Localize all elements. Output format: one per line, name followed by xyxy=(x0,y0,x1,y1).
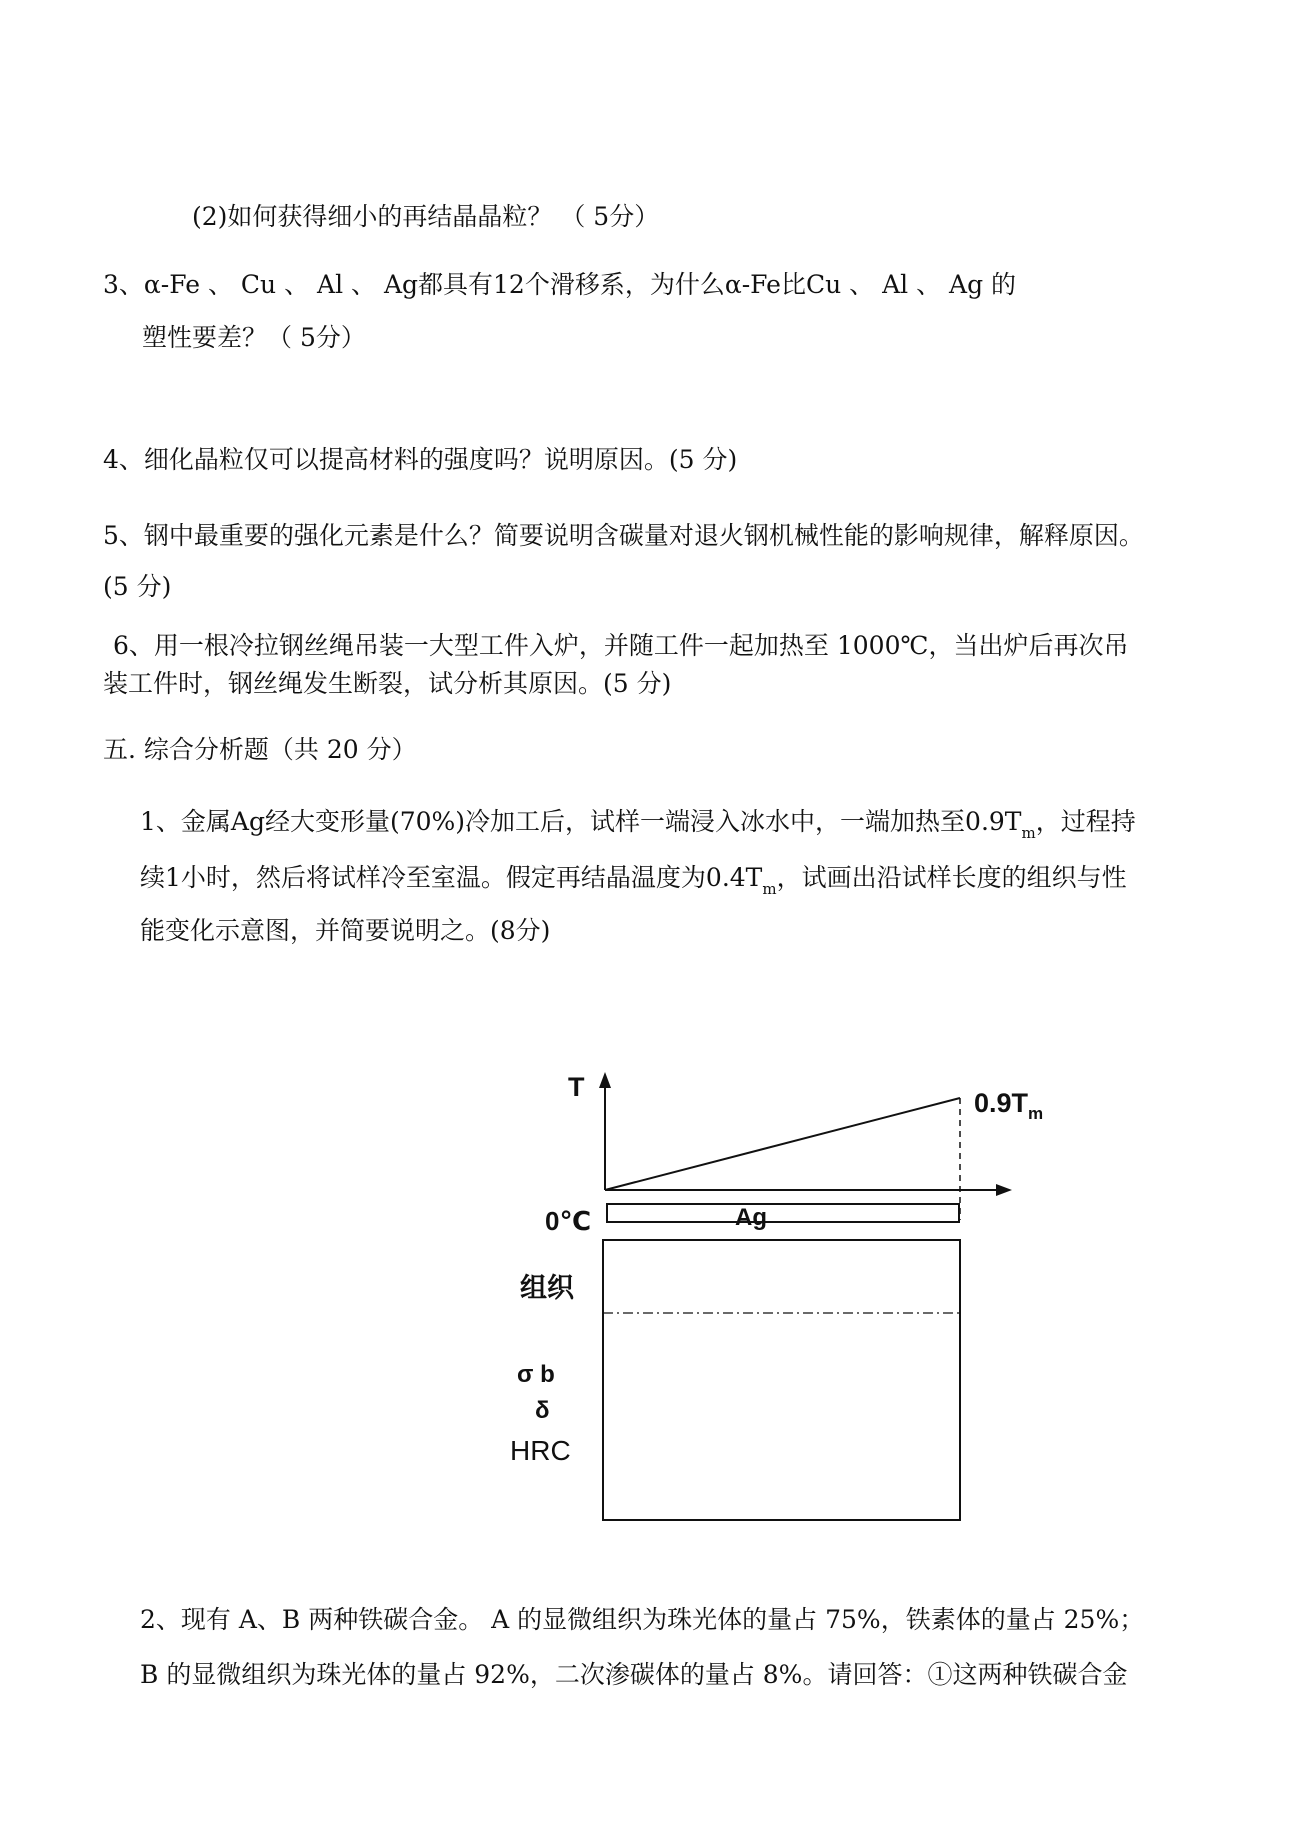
sigma-b-label: σ b xyxy=(517,1361,555,1388)
question-5-line1: 5、钢中最重要的强化元素是什么？简要说明含碳量对退火钢机械性能的影响规律，解释原因。 xyxy=(103,521,1144,550)
tm-subscript: m xyxy=(762,880,777,898)
temperature-structure-diagram xyxy=(480,1060,1044,1550)
structure-label: 组织 xyxy=(520,1273,574,1303)
t-axis-label: T xyxy=(568,1072,585,1102)
question-3-line1: 3、α-Fe 、 Cu 、 Al 、 Ag都具有12个滑移系，为什么α-Fe比Cu 、 Al 、 Ag 的 xyxy=(103,270,1017,299)
ag-sample-label: Ag xyxy=(735,1204,767,1231)
top-value-text: 0.9T xyxy=(974,1088,1029,1118)
hrc-label: HRC xyxy=(510,1435,571,1466)
question-6-line2: 装工件时，钢丝绳发生断裂，试分析其原因。(5 分) xyxy=(103,669,672,698)
problem-1-line1 xyxy=(140,806,1136,841)
question-6-line1: 6、用一根冷拉钢丝绳吊装一大型工件入炉，并随工件一起加热至 1000℃，当出炉后再次吊 xyxy=(113,631,1129,660)
problem-1-line1-tail: ，过程持 xyxy=(1035,807,1136,836)
zero-celsius-label: 0℃ xyxy=(545,1206,591,1236)
ag-sample-bar xyxy=(607,1204,959,1222)
question-5-line2: (5 分) xyxy=(103,572,172,601)
question-3-line2: 塑性要差？（ 5分） xyxy=(142,323,366,352)
top-value-subscript: m xyxy=(1028,1104,1044,1123)
problem-2-line1: 2、现有 A、B 两种铁碳合金。 A 的显微组织为珠光体的量占 75%，铁素体的量占 25%； xyxy=(140,1605,1145,1634)
problem-1-line2 xyxy=(140,862,1127,897)
problem-1-line1-text: 1、金属Ag经大变形量(70%)冷加工后，试样一端浸入冰水中，一端加热至0.9T xyxy=(140,807,1022,836)
question-4: 4、细化晶粒仅可以提高材料的强度吗？说明原因。(5 分) xyxy=(103,445,738,474)
problem-1-line2-tail: ，试画出沿试样长度的组织与性 xyxy=(776,863,1127,892)
t-axis-arrow xyxy=(599,1072,611,1088)
problem-1-line3: 能变化示意图，并简要说明之。(8分) xyxy=(140,916,551,945)
question-2-2: (2)如何获得细小的再结晶晶粒？ （ 5分） xyxy=(192,202,660,231)
delta-label: δ xyxy=(535,1397,550,1424)
top-value-label xyxy=(974,1088,1043,1123)
tm-subscript: m xyxy=(1021,824,1036,842)
temperature-ramp xyxy=(605,1098,960,1190)
x-axis-arrow xyxy=(996,1184,1012,1196)
problem-1-line2-text: 续1小时，然后将试样冷至室温。假定再结晶温度为0.4T xyxy=(140,863,763,892)
problem-2-line2: B 的显微组织为珠光体的量占 92%，二次渗碳体的量占 8%。请回答：①这两种铁碳合金 xyxy=(140,1660,1128,1689)
section-5-title: 五. 综合分析题（共 20 分） xyxy=(103,735,417,764)
structure-property-box xyxy=(603,1240,960,1520)
